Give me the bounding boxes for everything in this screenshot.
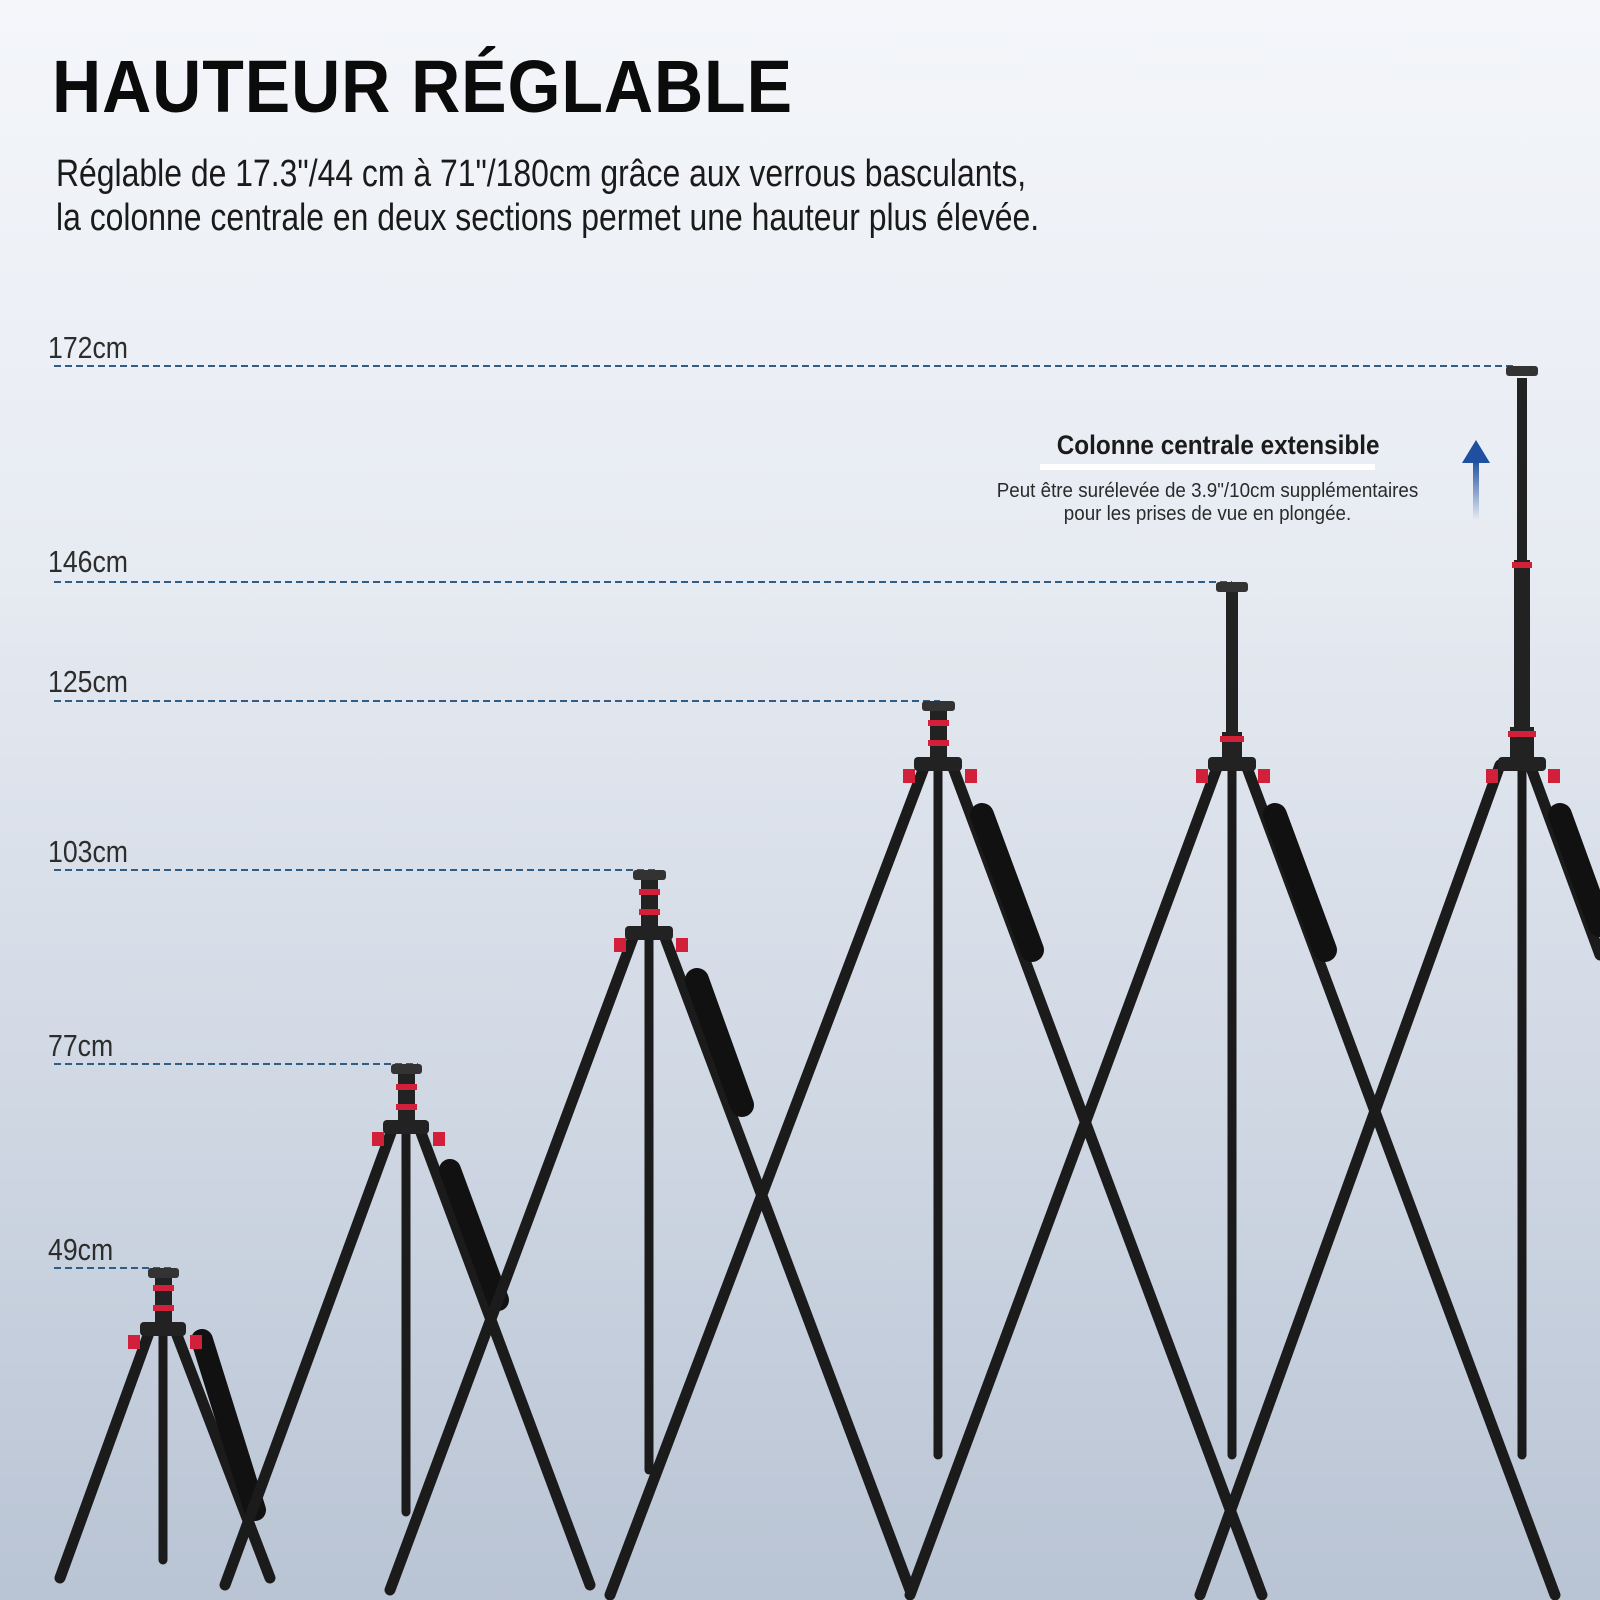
height-label-172: 172cm — [48, 330, 129, 365]
callout-body — [951, 480, 1463, 526]
tripod-77cm — [225, 1064, 590, 1585]
height-label-49: 49cm — [48, 1232, 114, 1267]
arrow-up-icon — [1462, 440, 1490, 520]
callout-title-underline — [1040, 464, 1375, 470]
tripod-49cm — [60, 1268, 270, 1578]
height-label-146: 146cm — [48, 544, 129, 579]
callout-title: Colonne centrale extensible — [1056, 430, 1380, 460]
subtitle-line-1: Réglable de 17.3"/44 cm à 71"/180cm grâce aux verrous basculants, — [56, 153, 1027, 195]
tripod-146cm — [910, 582, 1555, 1595]
page-title: HAUTEUR RÉGLABLE — [52, 45, 793, 128]
tripod-172cm — [1200, 366, 1600, 1595]
tripod-125cm — [610, 701, 1262, 1595]
subtitle-line-2: la colonne centrale en deux sections permet une hauteur plus élevée. — [56, 197, 1040, 239]
callout-body-line-2: pour les prises de vue en plongée. — [1063, 503, 1352, 525]
height-label-125: 125cm — [48, 664, 129, 699]
callout-body-line-1: Peut être surélevée de 3.9"/10cm supplémentaires — [996, 480, 1419, 502]
height-label-77: 77cm — [48, 1028, 114, 1063]
height-label-103: 103cm — [48, 834, 129, 869]
